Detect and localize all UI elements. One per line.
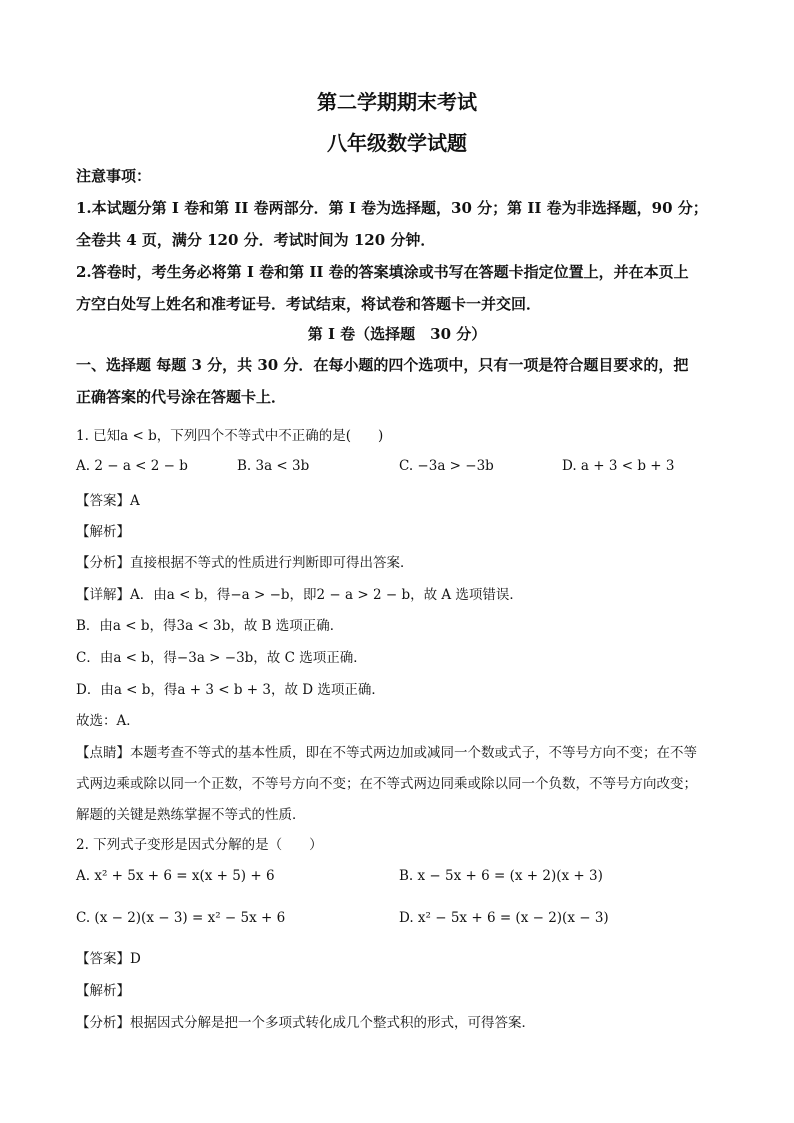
q1-remark-line-2: 式两边乘或除以同一个正数，不等号方向不变；在不等式两边同乘或除以同一个负数，不等号方向改变； (76, 776, 697, 792)
q2-option-c: C. (x − 2)(x − 3) = x² − 5x + 6 (76, 910, 286, 926)
q1-remark-line-1: 【点睛】本题考查不等式的基本性质，即在不等式两边加或减同一个数或式子，不等号方向不变；在不等 (76, 745, 697, 761)
q2-option-a: A. x² + 5x + 6 = x(x + 5) + 6 (76, 868, 275, 884)
q1-option-b: B. 3a < 3b (237, 458, 310, 474)
q1-option-d: D. a + 3 < b + 3 (562, 458, 675, 474)
q1-detail-a: 【详解】A．由a < b，得−a > −b，即2 − a > 2 − b，故 A 选项错误． (76, 587, 523, 603)
q2-stem: 2. 下列式子变形是因式分解的是（ ） (76, 837, 323, 853)
q1-answer: 【答案】A (76, 493, 140, 509)
note-2-line-1: 2.答卷时，考生务必将第 I 卷和第 II 卷的答案填涂或书写在答题卡指定位置上，并在本页上 (76, 263, 689, 281)
exam-title: 第二学期期末考试 (317, 90, 477, 114)
q1-option-a: A. 2 − a < 2 − b (76, 458, 188, 474)
q1-jiexi: 【解析】 (76, 524, 130, 540)
q2-jiexi: 【解析】 (76, 983, 130, 999)
q1-detail-d: D．由a < b，得a + 3 < b + 3，故 D 选项正确． (76, 682, 385, 698)
note-2-line-2: 方空白处写上姓名和准考证号．考试结束，将试卷和答题卡一并交回． (76, 295, 542, 313)
part1-heading: 第 I 卷（选择题 30 分） (307, 325, 487, 343)
q1-choice: 故选：A． (76, 713, 140, 729)
q1-detail-b: B．由a < b，得3a < 3b，故 B 选项正确． (76, 618, 344, 634)
q1-analysis: 【分析】直接根据不等式的性质进行判断即可得出答案． (76, 555, 414, 571)
section-instruction-line-1: 一、选择题 每题 3 分，共 30 分．在每小题的四个选项中，只有一项是符合题目要求的，把 (76, 356, 689, 374)
q1-stem: 1. 已知a < b，下列四个不等式中不正确的是( ) (76, 428, 384, 444)
notes-heading: 注意事项： (76, 167, 152, 185)
q2-answer: 【答案】D (76, 951, 141, 967)
section-instruction-line-2: 正确答案的代号涂在答题卡上． (76, 388, 287, 406)
q2-option-d: D. x² − 5x + 6 = (x − 2)(x − 3) (399, 910, 609, 926)
q2-analysis: 【分析】根据因式分解是把一个多项式转化成几个整式积的形式，可得答案． (76, 1015, 535, 1031)
q1-remark-line-3: 解题的关键是熟练掌握不等式的性质． (76, 807, 306, 823)
exam-subtitle: 八年级数学试题 (327, 131, 467, 155)
note-1-line-1: 1.本试题分第 I 卷和第 II 卷两部分．第 I 卷为选择题，30 分；第 II 卷为非选择题，90 分； (76, 199, 708, 217)
q1-option-c: C. −3a > −3b (399, 458, 494, 474)
note-1-line-2: 全卷共 4 页，满分 120 分．考试时间为 120 分钟． (76, 231, 436, 249)
q1-detail-c: C．由a < b，得−3a > −3b，故 C 选项正确． (76, 650, 367, 666)
q2-option-b: B. x − 5x + 6 = (x + 2)(x + 3) (399, 868, 603, 884)
